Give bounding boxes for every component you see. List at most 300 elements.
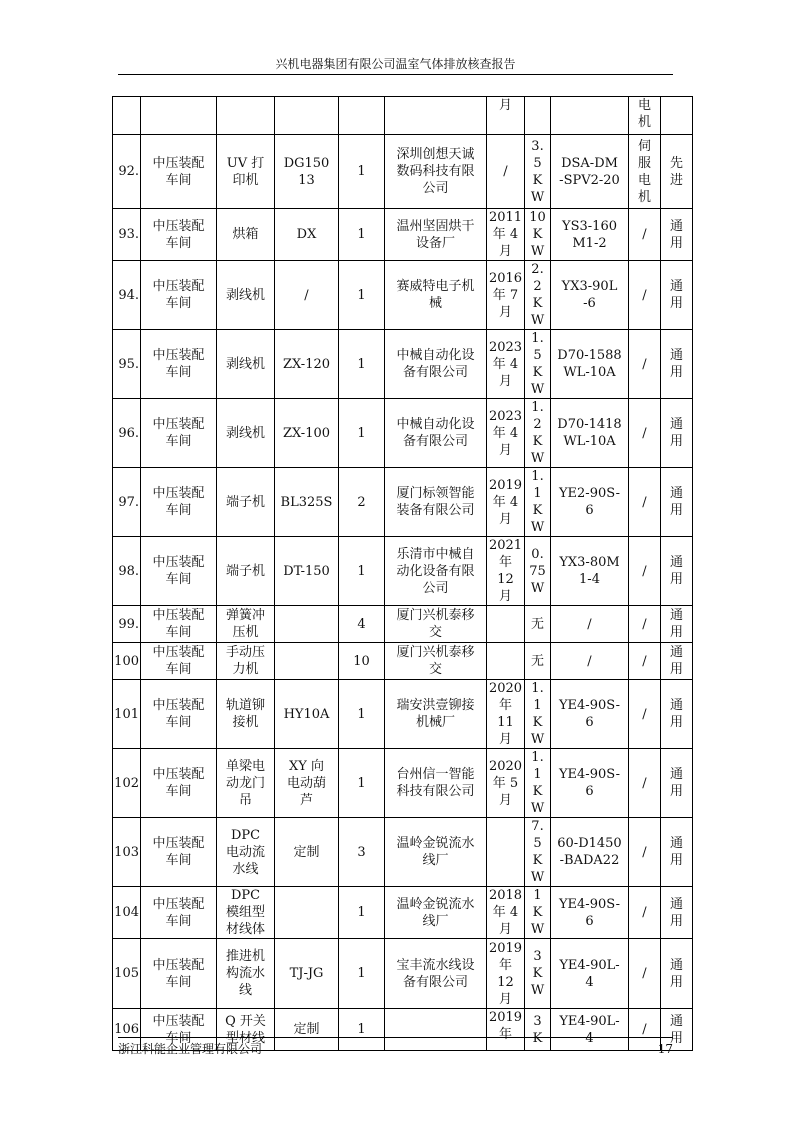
cell-power xyxy=(525,399,551,468)
cell-motor-eff xyxy=(629,939,661,1009)
cell-motor xyxy=(551,399,629,468)
cell-no-text: 93. xyxy=(118,227,139,242)
cell-date-text: 2020 年 11 月 xyxy=(488,681,523,747)
cell-workshop-text: 中压装配 车间 xyxy=(152,767,205,799)
cell-workshop xyxy=(141,606,217,643)
cell-model xyxy=(275,209,339,261)
cell-motor-text: YX3-80M 1-4 xyxy=(559,555,620,587)
cell-no-text: 95. xyxy=(118,356,139,372)
cell-motor xyxy=(551,749,629,818)
cell-name xyxy=(217,680,275,749)
cell-name-text: 剥线机 xyxy=(225,356,265,372)
cell-model-text: HY10A xyxy=(283,706,330,722)
cell-no-text: 99. xyxy=(118,616,139,632)
cell-name xyxy=(217,537,275,606)
cell-qty xyxy=(339,537,385,606)
cell-name xyxy=(217,209,275,261)
cell-name-text: 端子机 xyxy=(225,494,265,510)
cell-power-text: 1. 1 K W xyxy=(530,469,545,535)
cell-power-text: 无 xyxy=(530,653,544,669)
cell-model-text: DT-150 xyxy=(283,563,330,579)
cell-no-text: 102 xyxy=(114,775,139,791)
cell-class xyxy=(661,606,693,643)
cell-power xyxy=(525,749,551,818)
cell-qty-text: 2 xyxy=(357,494,366,510)
cell-workshop xyxy=(141,209,217,261)
cell-date-text: 2021 年 12 月 xyxy=(488,538,523,604)
cell-model-text: 定制 xyxy=(293,1022,320,1037)
cell-model xyxy=(275,135,339,209)
cell-class-text: 通 用 xyxy=(669,417,683,449)
cell-motor-eff xyxy=(629,399,661,468)
cell-model-text: DG150 13 xyxy=(283,155,330,188)
cell-motor-eff-text: / xyxy=(642,966,647,981)
table-row xyxy=(113,330,693,399)
cell-name xyxy=(217,939,275,1009)
cell-workshop xyxy=(141,261,217,330)
cell-motor-eff xyxy=(629,818,661,887)
cell-motor xyxy=(551,1009,629,1051)
cell-power-text: 1. 1 K W xyxy=(530,681,545,747)
cell-class-text: 通 用 xyxy=(669,836,683,868)
cell-qty xyxy=(339,606,385,643)
footer-page-number: 17 xyxy=(657,1042,673,1056)
cell-maker xyxy=(385,97,487,135)
cell-workshop-text: 中压装配 车间 xyxy=(152,645,205,677)
cell-date xyxy=(487,330,525,399)
cell-date-text: 2019 年 4 月 xyxy=(488,477,523,527)
cell-class xyxy=(661,97,693,135)
cell-power xyxy=(525,537,551,606)
cell-motor-text: D70-1588 WL-10A xyxy=(557,348,622,380)
cell-motor xyxy=(551,330,629,399)
cell-no xyxy=(113,606,141,643)
cell-power xyxy=(525,135,551,209)
cell-motor xyxy=(551,209,629,261)
table-row xyxy=(113,643,693,680)
cell-workshop-text: 中压装配 车间 xyxy=(152,608,205,640)
cell-model xyxy=(275,399,339,468)
cell-maker-text: 深圳创想天诚 数码科技有限 公司 xyxy=(396,147,475,196)
cell-date xyxy=(487,537,525,606)
cell-name xyxy=(217,887,275,939)
cell-name-text: 弹簧冲 压机 xyxy=(225,608,265,640)
cell-date-text: / xyxy=(503,164,508,179)
footer-company: 浙江科能企业管理有限公司 xyxy=(118,1042,263,1056)
cell-class xyxy=(661,261,693,330)
cell-workshop xyxy=(141,939,217,1009)
cell-name xyxy=(217,135,275,209)
cell-class xyxy=(661,680,693,749)
cell-maker-text: 瑞安洪壹铆接 机械厂 xyxy=(396,698,475,730)
cell-model xyxy=(275,887,339,939)
cell-name-text: 手动压 力机 xyxy=(225,645,265,677)
cell-power-text: 无 xyxy=(530,616,544,632)
cell-motor-eff xyxy=(629,680,661,749)
cell-model xyxy=(275,643,339,680)
cell-workshop-text: 中压装配 车间 xyxy=(152,698,205,730)
cell-no xyxy=(113,680,141,749)
cell-power-text: 1 K W xyxy=(530,888,545,937)
cell-no-text: 92. xyxy=(118,164,139,179)
cell-name-text: DPC 模组型 材线体 xyxy=(225,888,265,937)
cell-date xyxy=(487,209,525,261)
cell-date-text: 2018 年 4 月 xyxy=(488,888,523,937)
cell-qty-text: 1 xyxy=(357,287,366,303)
cell-motor-text: YE4-90S- 6 xyxy=(558,767,621,799)
cell-class xyxy=(661,749,693,818)
cell-workshop-text: 中压装配 车间 xyxy=(152,555,205,587)
cell-name xyxy=(217,818,275,887)
cell-power xyxy=(525,261,551,330)
cell-motor-eff-text: / xyxy=(642,563,647,579)
cell-no xyxy=(113,818,141,887)
page-header-title: 兴机电器集团有限公司温室气体排放核查报告 xyxy=(275,57,516,71)
cell-motor-text: DSA-DM -SPV2-20 xyxy=(559,155,620,188)
cell-class-text: 通 用 xyxy=(669,555,683,587)
cell-maker xyxy=(385,135,487,209)
header-rule xyxy=(118,74,673,75)
cell-name-text: UV 打 印机 xyxy=(226,155,265,188)
cell-workshop xyxy=(141,468,217,537)
cell-model xyxy=(275,97,339,135)
cell-qty xyxy=(339,399,385,468)
cell-motor xyxy=(551,887,629,939)
cell-motor-text: YE2-90S- 6 xyxy=(558,486,621,518)
cell-class xyxy=(661,887,693,939)
cell-motor-eff-text: / xyxy=(642,706,647,722)
cell-model-text: TJ-JG xyxy=(289,966,324,981)
cell-date xyxy=(487,643,525,680)
cell-class-text: 通 用 xyxy=(669,218,683,251)
table-row xyxy=(113,261,693,330)
cell-name-text: DPC 电动流 水线 xyxy=(225,827,265,877)
cell-maker xyxy=(385,330,487,399)
cell-maker-text: 温岭金锐流水 线厂 xyxy=(396,836,475,868)
cell-motor-eff xyxy=(629,209,661,261)
cell-motor-eff xyxy=(629,749,661,818)
cell-model xyxy=(275,818,339,887)
cell-class-text: 通 用 xyxy=(669,279,683,311)
cell-date-text: 2023 年 4 月 xyxy=(488,339,523,389)
cell-motor xyxy=(551,643,629,680)
table-row xyxy=(113,606,693,643)
cell-motor xyxy=(551,97,629,135)
cell-motor-eff xyxy=(629,135,661,209)
cell-date: 月 xyxy=(487,97,525,135)
cell-workshop xyxy=(141,818,217,887)
cell-motor-eff xyxy=(629,643,661,680)
cell-notes-text: 电 机 xyxy=(637,98,651,130)
cell-motor xyxy=(551,606,629,643)
cell-model-text: / xyxy=(304,287,309,303)
cell-motor xyxy=(551,939,629,1009)
cell-maker xyxy=(385,749,487,818)
cell-qty-text: 1 xyxy=(357,563,366,579)
cell-model xyxy=(275,1009,339,1051)
cell-model xyxy=(275,468,339,537)
cell-motor-eff-text: / xyxy=(642,905,647,920)
cell-power-text: 10 K W xyxy=(529,210,546,259)
cell-motor-text: YE4-90S- 6 xyxy=(558,698,621,730)
cell-qty-text: 1 xyxy=(357,966,366,981)
cell-motor-eff-text: / xyxy=(642,844,647,860)
cell-maker-text: 台州信一智能 科技有限公司 xyxy=(396,767,475,799)
cell-power-text: 3. 5 K W xyxy=(530,138,545,205)
cell-qty-text: 1 xyxy=(357,227,366,242)
cell-motor-text: YE4-90S- 6 xyxy=(558,896,621,929)
cell-name xyxy=(217,330,275,399)
cell-qty xyxy=(339,468,385,537)
cell-qty-text: 1 xyxy=(357,356,366,372)
cell-date xyxy=(487,1009,525,1051)
cell-class-text: 通 用 xyxy=(669,698,683,730)
cell-motor-text: YS3-160 M1-2 xyxy=(562,218,617,251)
table-row xyxy=(113,680,693,749)
cell-class xyxy=(661,537,693,606)
cell-qty-text: 1 xyxy=(357,706,366,722)
cell-no-text: 97. xyxy=(118,494,139,510)
cell-model-text: BL325S xyxy=(280,494,333,510)
cell-class xyxy=(661,399,693,468)
cell-class-text: 通 用 xyxy=(669,348,683,380)
cell-power xyxy=(525,643,551,680)
cell-date xyxy=(487,887,525,939)
table-row-fragment xyxy=(113,97,693,135)
cell-qty xyxy=(339,330,385,399)
cell-maker-text: 乐清市中械自 动化设备有限 公司 xyxy=(396,546,475,596)
cell-maker xyxy=(385,606,487,643)
table-row xyxy=(113,209,693,261)
cell-model-text: DX xyxy=(296,227,317,242)
cell-maker-text: 厦门兴机泰移 交 xyxy=(396,608,475,640)
cell-class-text: 通 用 xyxy=(669,957,683,990)
cell-power xyxy=(525,606,551,643)
cell-maker-text: 温岭金锐流水 线厂 xyxy=(396,896,475,929)
cell-power-text: 2. 2 K W xyxy=(530,262,545,328)
cell-maker xyxy=(385,537,487,606)
cell-no xyxy=(113,749,141,818)
cell-no xyxy=(113,209,141,261)
cell-maker xyxy=(385,818,487,887)
cell-workshop-text: 中压装配 车间 xyxy=(152,957,205,990)
cell-class xyxy=(661,330,693,399)
cell-model-text: XY 向 电动葫 芦 xyxy=(286,758,326,808)
table-row xyxy=(113,537,693,606)
cell-workshop-text: 中压装配 车间 xyxy=(152,279,205,311)
footer-rule xyxy=(118,1037,673,1038)
cell-class xyxy=(661,643,693,680)
cell-class-text: 通 用 xyxy=(669,896,683,929)
cell-name xyxy=(217,606,275,643)
cell-date xyxy=(487,399,525,468)
cell-power-text: 3 K xyxy=(532,1013,543,1046)
cell-motor-eff xyxy=(629,468,661,537)
cell-no xyxy=(113,135,141,209)
cell-maker xyxy=(385,887,487,939)
cell-name-text: 剥线机 xyxy=(225,425,265,441)
cell-workshop-text: 中压装配 车间 xyxy=(152,1013,205,1046)
cell-qty xyxy=(339,680,385,749)
cell-name-text: 轨道铆 接机 xyxy=(225,698,265,730)
cell-motor-eff xyxy=(629,537,661,606)
cell-model xyxy=(275,330,339,399)
cell-no-text: 98. xyxy=(118,563,139,579)
cell-model-text: 定制 xyxy=(293,844,320,860)
cell-motor xyxy=(551,680,629,749)
cell-qty xyxy=(339,1009,385,1051)
cell-date-text: 2019 年 12 月 xyxy=(488,940,523,1007)
cell-motor-text: 60-D1450 -BADA22 xyxy=(557,836,622,868)
cell-name xyxy=(217,468,275,537)
cell-maker-text: 中械自动化设 备有限公司 xyxy=(396,348,475,380)
cell-qty xyxy=(339,261,385,330)
cell-workshop xyxy=(141,749,217,818)
cell-no-text: 106 xyxy=(114,1022,139,1037)
cell-motor xyxy=(551,261,629,330)
cell-motor-text: YE4-90L- 4 xyxy=(559,957,620,990)
cell-maker xyxy=(385,468,487,537)
cell-no xyxy=(113,643,141,680)
cell-qty xyxy=(339,749,385,818)
cell-workshop-text: 中压装配 车间 xyxy=(152,417,205,449)
cell-power-text: 0. 75 W xyxy=(529,546,546,596)
cell-qty-text: 4 xyxy=(357,616,366,632)
cell-model xyxy=(275,680,339,749)
equipment-table xyxy=(112,96,693,1051)
cell-qty xyxy=(339,643,385,680)
cell-date-text: 2023 年 4 月 xyxy=(488,408,523,458)
cell-no xyxy=(113,261,141,330)
cell-workshop xyxy=(141,135,217,209)
cell-no xyxy=(113,887,141,939)
cell-name-text: 单梁电 动龙门 吊 xyxy=(225,758,265,808)
cell-motor-eff-text: / xyxy=(642,494,647,510)
cell-date xyxy=(487,606,525,643)
cell-qty-text: 1 xyxy=(357,905,366,920)
cell-motor xyxy=(551,818,629,887)
equipment-table-body xyxy=(113,97,693,1051)
cell-maker xyxy=(385,1009,487,1051)
cell-power xyxy=(525,330,551,399)
cell-model xyxy=(275,606,339,643)
cell-name-text: 推进机 构流水 线 xyxy=(225,949,265,998)
cell-class xyxy=(661,209,693,261)
cell-no-text: 101 xyxy=(114,706,139,722)
cell-workshop-text: 中压装配 车间 xyxy=(152,218,205,251)
cell-date xyxy=(487,261,525,330)
cell-date xyxy=(487,818,525,887)
cell-class-text: 先 进 xyxy=(669,155,683,188)
cell-no-text: 104 xyxy=(114,905,139,920)
cell-class xyxy=(661,468,693,537)
cell-model-text: ZX-120 xyxy=(282,356,331,372)
cell-workshop-text: 中压装配 车间 xyxy=(152,896,205,929)
cell-power xyxy=(525,939,551,1009)
cell-model-text: ZX-100 xyxy=(282,425,331,441)
cell-maker xyxy=(385,261,487,330)
cell-qty-text: 10 xyxy=(353,653,370,669)
cell-motor-eff xyxy=(629,261,661,330)
table-row xyxy=(113,749,693,818)
cell-motor xyxy=(551,468,629,537)
table-row xyxy=(113,939,693,1009)
cell-date xyxy=(487,135,525,209)
cell-no xyxy=(113,939,141,1009)
table-row xyxy=(113,399,693,468)
cell-motor-eff-text: / xyxy=(642,775,647,791)
cell-qty xyxy=(339,97,385,135)
table-row xyxy=(113,135,693,209)
cell-no-text: 94. xyxy=(118,287,139,303)
cell-motor-eff-text: / xyxy=(642,616,647,632)
cell-power-text: 7. 5 K W xyxy=(530,819,545,885)
cell-class xyxy=(661,939,693,1009)
cell-qty xyxy=(339,818,385,887)
cell-power-text: 3 K W xyxy=(530,949,545,998)
cell-class-text: 通 用 xyxy=(669,1013,683,1046)
cell-date xyxy=(487,939,525,1009)
cell-date xyxy=(487,749,525,818)
cell-notes xyxy=(629,97,661,135)
cell-maker-text: 厦门兴机泰移 交 xyxy=(396,645,475,677)
cell-class-text: 通 用 xyxy=(669,608,683,640)
cell-name xyxy=(217,749,275,818)
cell-workshop xyxy=(141,680,217,749)
cell-motor-eff-text: / xyxy=(642,227,647,242)
cell-qty xyxy=(339,939,385,1009)
cell-qty xyxy=(339,135,385,209)
cell-name-text: 烘箱 xyxy=(232,227,259,242)
cell-maker xyxy=(385,680,487,749)
cell-workshop xyxy=(141,887,217,939)
cell-power xyxy=(525,1009,551,1051)
table-row xyxy=(113,468,693,537)
cell-motor-text: / xyxy=(587,653,592,669)
cell-no-text: 103 xyxy=(114,844,139,860)
table-row xyxy=(113,887,693,939)
cell-motor-eff-text: / xyxy=(642,287,647,303)
cell-workshop xyxy=(141,330,217,399)
cell-maker xyxy=(385,209,487,261)
cell-motor-eff xyxy=(629,330,661,399)
cell-maker-text: 温州坚固烘干 设备厂 xyxy=(396,218,475,251)
cell-no xyxy=(113,399,141,468)
cell-power xyxy=(525,97,551,135)
cell-class-text: 通 用 xyxy=(669,645,683,677)
cell-name-text: 端子机 xyxy=(225,563,265,579)
cell-qty xyxy=(339,887,385,939)
cell-maker xyxy=(385,399,487,468)
cell-name-text: 剥线机 xyxy=(225,287,265,303)
cell-workshop-text: 中压装配 车间 xyxy=(152,155,205,188)
cell-no xyxy=(113,97,141,135)
cell-power-text: 1. 5 K W xyxy=(530,331,545,397)
cell-class xyxy=(661,818,693,887)
cell-date-text: 2016 年 7 月 xyxy=(488,270,523,320)
cell-motor-eff xyxy=(629,606,661,643)
cell-no-text: 96. xyxy=(118,425,139,441)
cell-motor-eff-text: / xyxy=(642,1022,647,1037)
cell-motor-eff-text: / xyxy=(642,356,647,372)
cell-motor-eff-text: / xyxy=(642,425,647,441)
cell-date-text: 2019 年 xyxy=(488,1010,523,1042)
cell-power-text: 1. 2 K W xyxy=(530,400,545,466)
cell-no-text: 100 xyxy=(114,653,139,669)
cell-date-text: 2011 年 4 月 xyxy=(488,210,523,259)
cell-workshop xyxy=(141,399,217,468)
cell-name-text: Q 开关 型材线 xyxy=(225,1013,266,1046)
